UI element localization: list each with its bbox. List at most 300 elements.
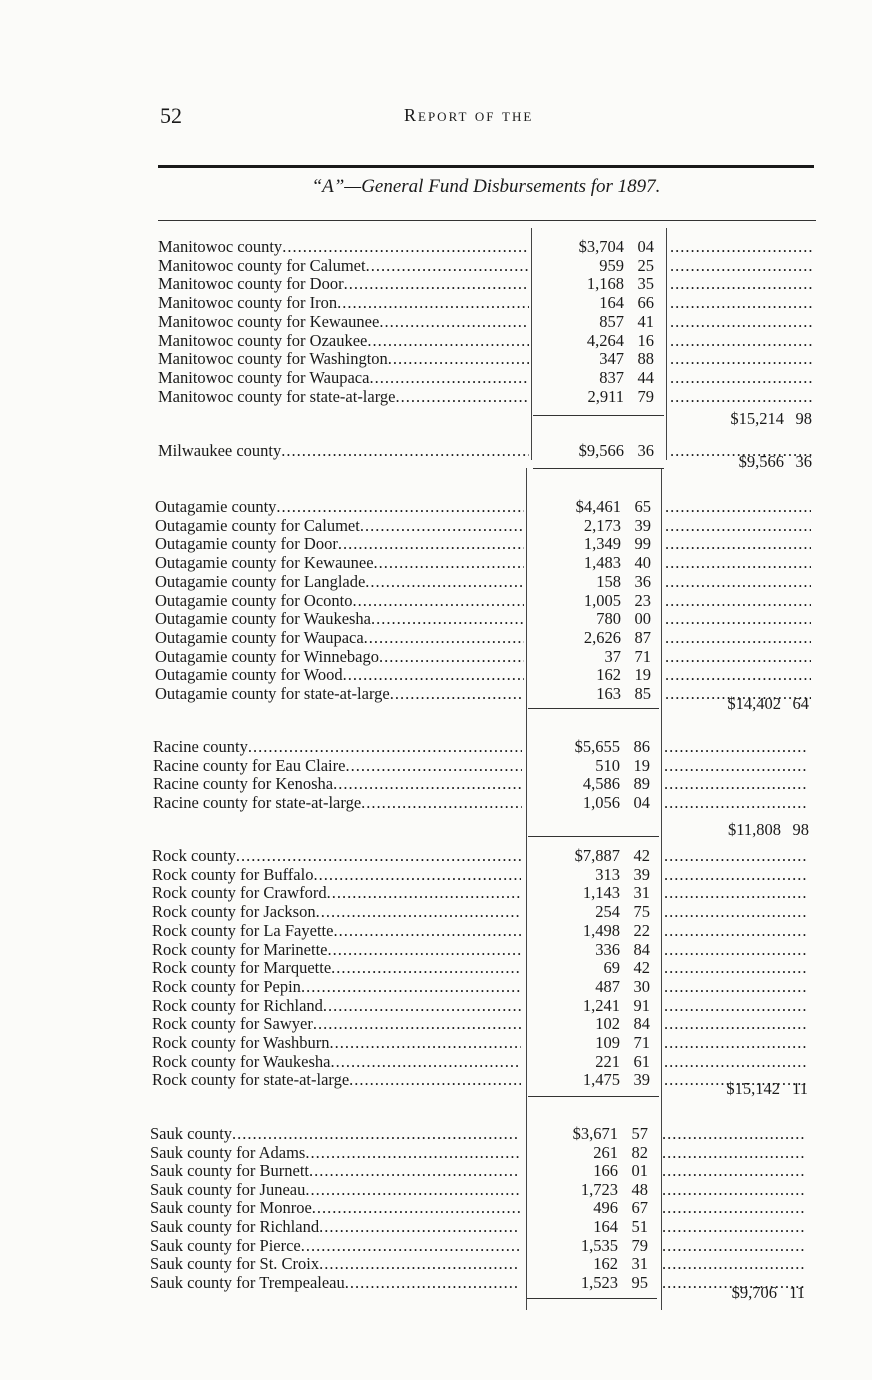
row-amount [596,572,651,591]
row-label [152,977,521,996]
amount-cents: 36 [634,572,651,591]
row-label [155,609,524,628]
amount-dollars: 496 [593,1198,618,1217]
dot-leader [312,1198,520,1217]
row-amount [596,609,651,628]
amount-cents: 41 [637,312,654,331]
row-amount [581,1180,648,1199]
amount-cents: 75 [633,902,650,921]
dot-leader [281,441,529,460]
row-amount [605,647,652,666]
amount-dollars: 780 [596,609,621,628]
total-cents: 98 [792,820,809,839]
amount-cents: 95 [631,1273,648,1292]
amount-dollars: $5,655 [574,737,620,756]
row-amount [584,534,651,553]
dot-leader [236,846,521,865]
row-label-text: Sauk county [150,1124,233,1143]
total-column-leader [664,865,808,884]
dot-leader [301,1236,520,1255]
row-amount [584,628,651,647]
table-row [0,846,872,865]
subtotal-rule [528,836,659,837]
row-label [152,846,521,865]
amount-dollars: 1,535 [580,1236,618,1255]
amount-dollars: 109 [595,1033,620,1052]
row-amount [593,1198,648,1217]
total-column-leader [665,534,811,553]
amount-dollars: 162 [593,1254,618,1273]
dot-leader [331,958,521,977]
total-column-leader [662,1198,806,1217]
row-amount [593,1143,648,1162]
dot-leader [366,256,529,275]
dot-leader [313,1014,521,1033]
amount-dollars: 1,143 [582,883,620,902]
row-label-text: Outagamie county for Waukesha [155,609,372,628]
dot-leader [379,312,529,331]
dot-leader [344,274,529,293]
row-amount [587,274,654,293]
row-label-text: Outagamie county for Waupaca [155,628,364,647]
amount-dollars: 313 [595,865,620,884]
row-label-text: Sauk county for Adams [150,1143,306,1162]
row-amount [595,902,650,921]
amount-cents: 25 [637,256,654,275]
amount-dollars: 959 [599,256,624,275]
amount-dollars: $9,566 [578,441,624,460]
total-dollars: $9,566 [738,452,784,471]
row-amount [576,497,651,516]
table-row [0,1180,872,1199]
row-label-text: Outagamie county for Oconto [155,591,353,610]
row-label [155,665,524,684]
row-label-text: Sauk county for Pierce [150,1236,301,1255]
row-label-text: Outagamie county for Winnebago [155,647,380,666]
amount-cents: 19 [633,756,650,775]
total-column-leader [664,958,808,977]
dot-leader [232,1124,520,1143]
row-label-text: Racine county for Eau Claire [153,756,346,775]
amount-dollars: 162 [596,665,621,684]
total-column-leader [664,756,808,775]
amount-cents: 61 [633,1052,650,1071]
amount-cents: 39 [633,1070,650,1089]
dot-leader [349,1070,521,1089]
row-amount [595,977,650,996]
row-label-text: Rock county for state-at-large [152,1070,350,1089]
total-column-leader [664,774,808,793]
amount-dollars: 164 [593,1217,618,1236]
row-amount [575,846,650,865]
table-row [0,1161,872,1180]
row-amount [596,684,651,703]
amount-dollars: 1,241 [582,996,620,1015]
total-column-leader [662,1180,806,1199]
group-total [730,409,812,428]
amount-cents: 35 [637,274,654,293]
row-label [155,628,524,647]
row-amount [604,958,651,977]
row-label [158,349,529,368]
total-dollars: $15,142 [726,1079,780,1098]
table-row [0,553,872,572]
table-row [0,1236,872,1255]
dot-leader [301,977,521,996]
amount-cents: 31 [631,1254,648,1273]
row-amount [587,331,654,350]
row-label-text: Rock county for Washburn [152,1033,330,1052]
amount-dollars: $3,704 [578,237,624,256]
row-label-text: Rock county for Crawford [152,883,327,902]
dot-leader [316,902,521,921]
row-amount [579,237,654,256]
amount-cents: 67 [631,1198,648,1217]
dot-leader [309,1161,520,1180]
dot-leader [330,1052,521,1071]
total-column-leader [662,1217,806,1236]
row-amount [599,349,654,368]
row-label-text: Outagamie county for Door [155,534,338,553]
table-row [0,865,872,884]
row-label [152,1070,521,1089]
amount-cents: 99 [634,534,651,553]
subtotal-rule [528,708,659,709]
table-row [0,665,872,684]
table-row [0,516,872,535]
total-column-leader [665,553,811,572]
row-label-text: Outagamie county for state-at-large [155,684,390,703]
row-label-text: Sauk county for Burnett [150,1161,310,1180]
total-column-leader [664,793,808,812]
table-row [0,312,872,331]
row-label [152,865,521,884]
dot-leader [305,1143,520,1162]
row-label-text: Outagamie county [155,497,277,516]
row-amount [595,1052,650,1071]
amount-dollars: 1,056 [582,793,620,812]
amount-dollars: 1,498 [582,921,620,940]
total-column-leader [664,940,808,959]
amount-cents: 42 [633,958,650,977]
amount-dollars: 857 [599,312,624,331]
total-column-leader [670,293,814,312]
row-label [153,774,522,793]
group-total [728,820,809,839]
table-row [0,1254,872,1273]
total-column-leader [665,497,811,516]
row-amount [593,1254,648,1273]
amount-dollars: 2,173 [583,516,621,535]
header-rule [158,165,814,168]
dot-leader [396,387,530,406]
row-label [150,1124,520,1143]
amount-cents: 04 [633,793,650,812]
table-row [0,572,872,591]
row-label-text: Rock county for Waukesha [152,1052,331,1071]
total-cents: 11 [792,1079,808,1098]
page-header [0,103,872,133]
total-column-leader [665,665,811,684]
row-label [152,958,521,977]
row-label-text: Rock county for Sawyer [152,1014,313,1033]
dot-leader [282,237,529,256]
row-label [158,387,529,406]
row-label [150,1161,520,1180]
row-label-text: Racine county [153,737,248,756]
dot-leader [352,591,524,610]
amount-dollars: 1,349 [583,534,621,553]
row-label [155,553,524,572]
amount-cents: 86 [633,737,650,756]
row-label [152,921,521,940]
total-column-leader [662,1254,806,1273]
amount-dollars: 487 [595,977,620,996]
amount-cents: 88 [637,349,654,368]
row-amount [599,293,654,312]
row-amount [579,441,654,460]
row-amount [584,553,651,572]
dot-leader [379,647,524,666]
group-total [732,1283,805,1302]
dot-leader [330,1033,521,1052]
total-column-leader [664,883,808,902]
row-label [158,293,529,312]
table-row [0,497,872,516]
row-amount [593,1161,648,1180]
total-column-leader [665,628,811,647]
row-amount [581,1236,648,1255]
row-label-text: Rock county for Buffalo [152,865,314,884]
amount-cents: 30 [633,977,650,996]
amount-cents: 39 [633,865,650,884]
table-row [0,1014,872,1033]
amount-dollars: 1,483 [583,553,621,572]
row-label [153,737,522,756]
total-column-leader [664,996,808,1015]
row-label [153,793,522,812]
row-amount [587,387,654,406]
amount-cents: 71 [634,647,651,666]
row-amount [596,665,651,684]
row-label-text: Manitowoc county for Iron [158,293,338,312]
amount-cents: 04 [637,237,654,256]
total-column-leader [670,256,814,275]
total-column-leader [664,1052,808,1071]
total-column-leader [670,368,814,387]
row-label [152,996,521,1015]
amount-dollars: 158 [596,572,621,591]
total-column-leader [665,516,811,535]
amount-cents: 00 [634,609,651,628]
running-title: Report of the [404,105,534,125]
amount-cents: 44 [637,368,654,387]
dot-leader [319,1217,520,1236]
row-amount [583,883,650,902]
dot-leader [328,940,522,959]
dot-leader [337,293,529,312]
row-label [153,756,522,775]
dot-leader [367,331,529,350]
amount-cents: 91 [633,996,650,1015]
amount-dollars: 164 [599,293,624,312]
table-row [0,256,872,275]
row-label [158,274,529,293]
amount-dollars: $3,671 [572,1124,618,1143]
subtotal-rule [527,1298,657,1299]
subtotal-rule [533,468,664,469]
amount-dollars: 1,168 [586,274,624,293]
row-label-text: Rock county [152,846,236,865]
total-column-leader [670,387,814,406]
row-label [155,516,524,535]
amount-dollars: 837 [599,368,624,387]
row-label-text: Outagamie county for Langlade [155,572,366,591]
row-label-text: Manitowoc county for Kewaunee [158,312,380,331]
table-row [0,1143,872,1162]
row-amount [573,1124,648,1143]
row-label-text: Manitowoc county for Waupaca [158,368,370,387]
row-amount [595,1033,650,1052]
group-total [727,694,809,713]
table-top-rule [158,220,816,221]
dot-leader [388,349,529,368]
total-column-leader [670,312,814,331]
total-column-leader [664,1014,808,1033]
amount-dollars: 221 [595,1052,620,1071]
table-row [0,237,872,256]
row-label [152,940,521,959]
amount-cents: 71 [633,1033,650,1052]
row-label-text: Manitowoc county for Ozaukee [158,331,368,350]
table-row [0,534,872,553]
row-label [155,534,524,553]
amount-dollars: 69 [603,958,620,977]
amount-cents: 79 [637,387,654,406]
table-row [0,628,872,647]
amount-cents: 48 [631,1180,648,1199]
row-label [155,647,524,666]
row-amount [599,312,654,331]
row-label-text: Racine county for state-at-large [153,793,362,812]
amount-cents: 01 [631,1161,648,1180]
dot-leader [374,553,524,572]
row-label-text: Rock county for Marinette [152,940,328,959]
total-column-leader [662,1236,806,1255]
page-number: 52 [160,103,182,128]
row-label-text: Sauk county for Monroe [150,1198,312,1217]
amount-cents: 89 [633,774,650,793]
total-column-leader [664,921,808,940]
row-label [155,572,524,591]
table-row [0,940,872,959]
row-amount [595,940,650,959]
row-label-text: Sauk county for Richland [150,1217,320,1236]
row-label-text: Racine county for Kenosha [153,774,334,793]
table-row [0,921,872,940]
amount-dollars: 261 [593,1143,618,1162]
total-column-leader [662,1124,806,1143]
dot-leader [361,793,522,812]
row-amount [595,756,650,775]
table-row [0,1198,872,1217]
amount-cents: 84 [633,1014,650,1033]
row-amount [575,737,650,756]
amount-cents: 65 [634,497,651,516]
row-label-text: Manitowoc county for Washington [158,349,388,368]
total-column-leader [664,846,808,865]
amount-dollars: 102 [595,1014,620,1033]
total-column-leader [670,331,814,350]
table-row [0,647,872,666]
amount-dollars: 336 [595,940,620,959]
dot-leader [338,534,524,553]
subtotal-rule [528,1096,659,1097]
total-dollars: $15,214 [730,409,784,428]
row-label [155,591,524,610]
amount-dollars: 4,264 [586,331,624,350]
amount-dollars: 166 [593,1161,618,1180]
total-cents: 64 [792,694,809,713]
row-label [155,684,524,703]
amount-dollars: 4,586 [582,774,620,793]
amount-dollars: 1,523 [580,1273,618,1292]
dot-leader [345,756,522,775]
row-amount [581,1273,648,1292]
total-cents: 98 [795,409,812,428]
row-label [158,441,529,460]
amount-dollars: 2,911 [587,387,624,406]
total-column-leader [665,591,811,610]
amount-dollars: 1,723 [580,1180,618,1199]
amount-cents: 40 [634,553,651,572]
row-label-text: Rock county for Marquette [152,958,332,977]
total-column-leader [664,737,808,756]
row-label [152,902,521,921]
table-row [0,737,872,756]
row-label [150,1236,520,1255]
total-cents: 36 [795,452,812,471]
table-title: “A”—General Fund Disbursements for 1897. [311,176,661,197]
total-column-leader [670,349,814,368]
row-label [150,1143,520,1162]
total-column-leader [664,1033,808,1052]
table-row [0,591,872,610]
subtotal-rule [533,415,664,416]
amount-cents: 36 [637,441,654,460]
row-label-text: Rock county for Jackson [152,902,316,921]
total-column-leader [670,237,814,256]
row-amount [583,996,650,1015]
dot-leader [369,368,529,387]
amount-dollars: 347 [599,349,624,368]
row-amount [599,256,654,275]
row-label [150,1254,520,1273]
table-row [0,883,872,902]
dot-leader [345,1273,520,1292]
group-total [726,1079,808,1098]
amount-cents: 31 [633,883,650,902]
row-amount [595,865,650,884]
amount-cents: 87 [634,628,651,647]
row-label [158,237,529,256]
amount-dollars: 2,626 [583,628,621,647]
row-label [150,1273,520,1292]
amount-cents: 79 [631,1236,648,1255]
amount-cents: 57 [631,1124,648,1143]
dot-leader [327,883,521,902]
dot-leader [305,1180,520,1199]
